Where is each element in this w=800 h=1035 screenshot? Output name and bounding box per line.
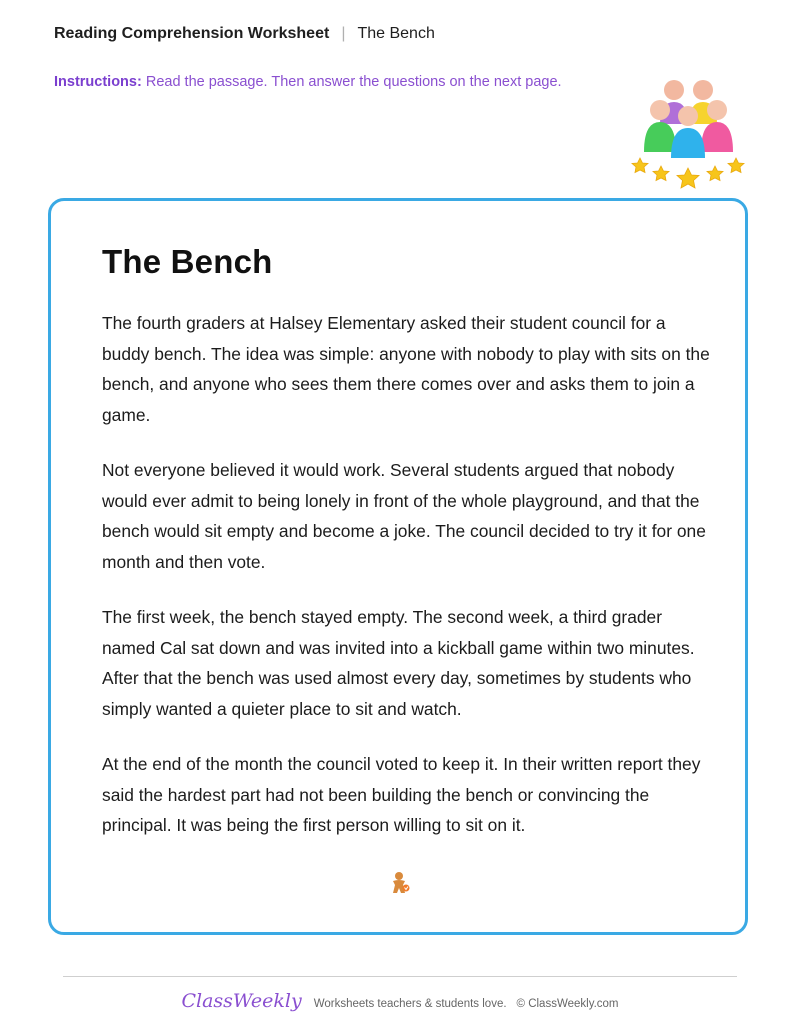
brand-logo: ClassWeekly — [181, 990, 302, 1012]
passage-paragraph: At the end of the month the council voted to keep it. In their written report they said the hardest part had not been building the bench or convincing the principal. It was being the first person willing to sit on it. — [102, 754, 701, 835]
group-of-people-with-stars-icon — [628, 78, 748, 196]
passage-card — [48, 198, 748, 935]
footer — [0, 990, 800, 1012]
instructions-text: Read the passage. Then answer the questions on the next page. — [145, 74, 562, 90]
gingerbread-mascot-icon — [390, 871, 412, 895]
worksheet-title: Reading Comprehension Worksheet — [54, 25, 330, 42]
footer-copyright: © ClassWeekly.com — [516, 998, 619, 1010]
instructions-label: Instructions: — [54, 74, 142, 90]
passage-title: The Bench — [102, 243, 273, 280]
footer-divider — [63, 976, 737, 977]
passage-paragraph: The fourth graders at Halsey Elementary asked their student council for a buddy bench. The idea was simple: anyone with nobody to play with sits on the bench, and anyone who sees them there comes over and asks them to join a game. — [102, 313, 710, 425]
header-separator: | — [341, 25, 346, 42]
story-title: The Bench — [357, 25, 435, 42]
passage-body — [102, 308, 712, 866]
footer-tagline: Worksheets teachers & students love. — [313, 998, 507, 1010]
instructions — [54, 74, 562, 90]
passage-paragraph: Not everyone believed it would work. Several students argued that nobody would ever admit to being lonely in front of the whole playground, and that the bench would sit empty and become a joke. The council decided to try it for one month and then vote. — [102, 460, 706, 572]
worksheet-header — [54, 25, 435, 43]
passage-paragraph: The first week, the bench stayed empty. The second week, a third grader named Cal sat down and was invited into a kickball game within two minutes. After that the bench was used almost every day, sometimes by students who simply wanted a quieter place to sit and watch. — [102, 607, 695, 719]
